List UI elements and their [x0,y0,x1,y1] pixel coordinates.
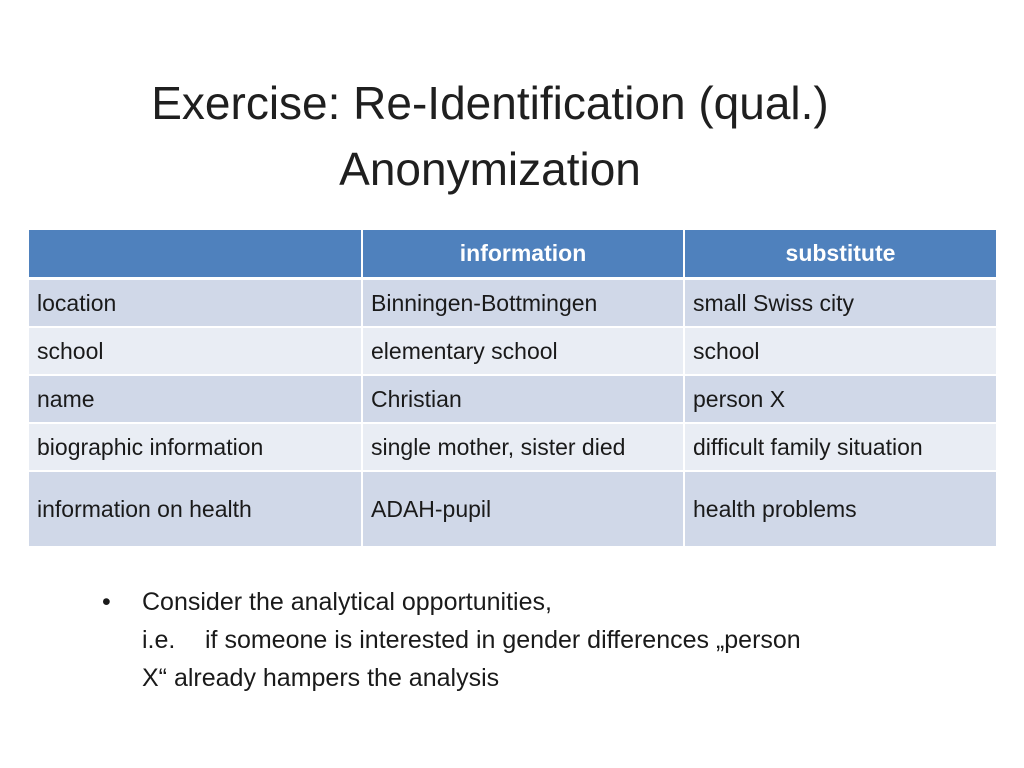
bullet-line-2 [142,621,920,659]
cell-information: ADAH-pupil [362,471,684,547]
bullet-line-2-text: if someone is interested in gender differences „person [205,626,801,654]
slide-title-line-2: Anonymization [339,143,641,195]
table-row [29,279,996,328]
cell-category: biographic information [29,423,362,471]
bullet-line-1: Consider the analytical opportunities, [142,588,552,616]
cell-category: school [29,327,362,375]
table-row [29,327,996,375]
table-row [29,375,996,423]
cell-substitute: small Swiss city [684,279,996,328]
cell-category: name [29,375,362,423]
table-row [29,471,996,547]
cell-substitute: difficult family situation [684,423,996,471]
cell-category: information on health [29,471,362,547]
bullet-line-3: X“ already hampers the analysis [142,664,500,692]
header-information: information [362,230,684,279]
cell-substitute: health problems [684,471,996,547]
bullet-marker: • [102,588,111,616]
list-item [100,583,920,697]
cell-information: single mother, sister died [362,423,684,471]
bullet-line-2-prefix: i.e. [142,626,176,654]
cell-information: elementary school [362,327,684,375]
header-category [29,230,362,279]
table-header-row [29,230,996,279]
cell-information: Christian [362,375,684,423]
anonymization-table [29,230,996,548]
table-row [29,423,996,471]
header-substitute: substitute [684,230,996,279]
cell-substitute: school [684,327,996,375]
cell-information: Binningen-Bottmingen [362,279,684,328]
slide-title [60,70,920,202]
bullet-list [100,583,920,697]
cell-category: location [29,279,362,328]
slide-title-line-1: Exercise: Re-Identification (qual.) [151,77,829,129]
cell-substitute: person X [684,375,996,423]
